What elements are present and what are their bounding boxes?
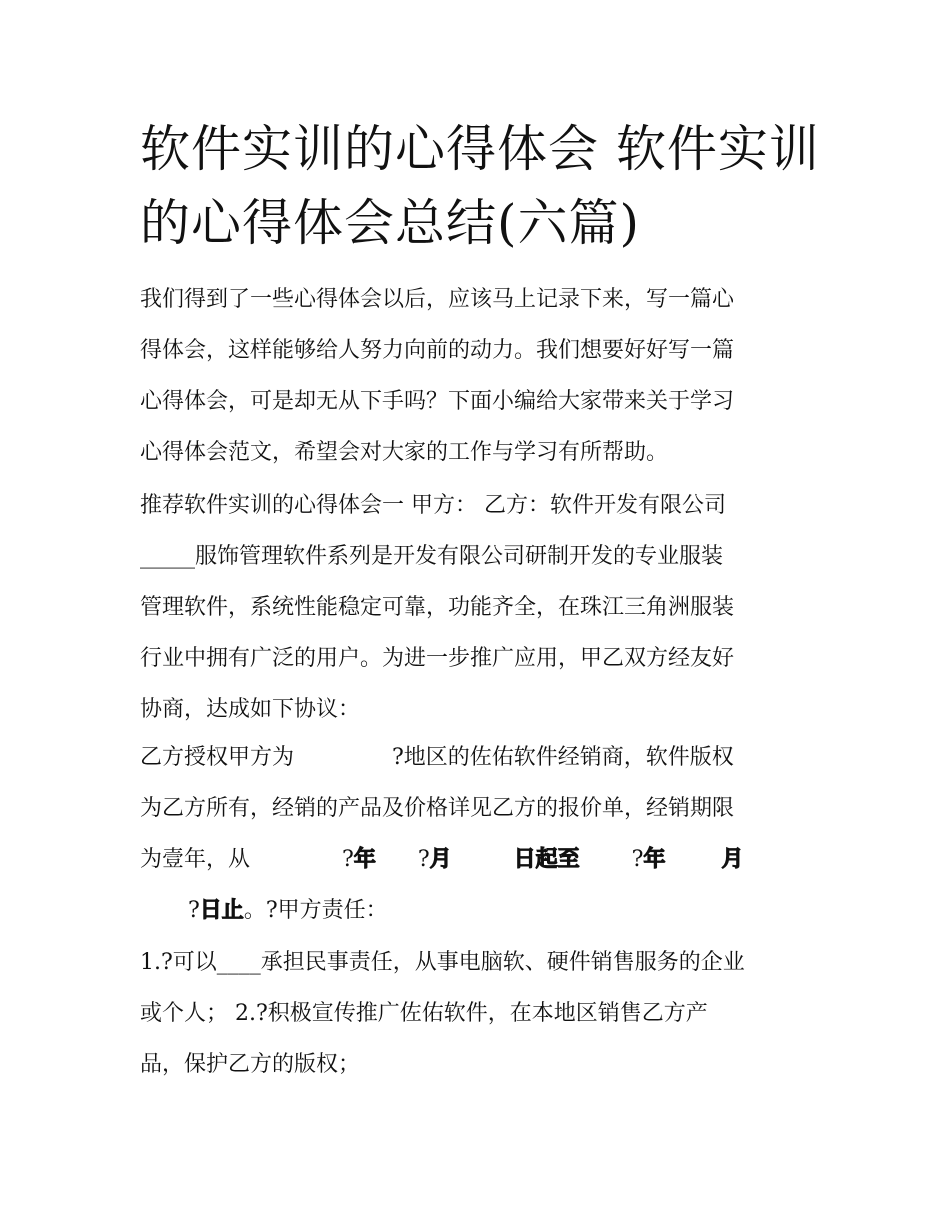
item-line: 1.?可以____承担民事责任，从事电脑软、硬件销售服务的企业 — [140, 950, 745, 975]
items-paragraph — [140, 937, 820, 1090]
question-mark: ? — [631, 847, 644, 872]
month-label: 月 — [721, 846, 744, 872]
title-line-2: 的心得体会总结(六篇) — [140, 194, 641, 252]
recommend-line: 推荐软件实训的心得体会一 甲方： 乙方：软件开发有限公司 — [140, 493, 726, 518]
year-label: 年 — [353, 846, 376, 872]
day-end-label: 日止 — [199, 897, 244, 923]
item-line: 或个人； 2.?积极宣传推广佐佑软件，在本地区销售乙方产 — [140, 1001, 708, 1026]
intro-paragraph — [140, 274, 820, 478]
intro-line: 我们得到了一些心得体会以后，应该马上记录下来，写一篇心 — [140, 287, 735, 312]
question-mark: ? — [188, 898, 200, 923]
authorization-text: 为壹年，从 — [140, 847, 251, 872]
authorization-text: ?甲方责任： — [265, 898, 388, 923]
document-title — [140, 112, 820, 260]
period-mark: 。 — [243, 898, 266, 923]
authorization-line-2: 为乙方所有，经销的产品及价格详见乙方的报价单，经销期限 — [140, 796, 735, 821]
authorization-text: 乙方授权甲方为 — [140, 745, 295, 770]
title-line-1: 软件实训的心得体会 软件实训 — [140, 120, 820, 178]
recommend-line: 管理软件，系统性能稳定可靠，功能齐全，在珠江三角洲服装 — [140, 595, 735, 620]
authorization-line-1 — [140, 732, 820, 783]
year-label: 年 — [643, 846, 666, 872]
intro-line: 心得体会，可是却无从下手吗？下面小编给大家带来关于学习 — [140, 389, 735, 414]
authorization-line-4 — [140, 885, 820, 936]
question-mark: ? — [342, 847, 354, 872]
recommend-line: _____服饰管理软件系列是开发有限公司研制开发的专业服装 — [140, 544, 724, 569]
recommend-line: 协商，达成如下协议： — [140, 697, 361, 722]
recommend-line: 行业中拥有广泛的用户。为进一步推广应用，甲乙双方经友好 — [140, 646, 735, 671]
intro-line: 得体会，这样能够给人努力向前的动力。我们想要好好写一篇 — [140, 338, 735, 363]
item-line: 品，保护乙方的版权； — [140, 1052, 361, 1077]
day-from-label: 日起至 — [513, 846, 580, 872]
question-mark: ? — [417, 847, 430, 872]
month-label: 月 — [429, 846, 452, 872]
authorization-line-3 — [140, 834, 820, 885]
authorization-paragraph — [140, 732, 820, 936]
authorization-text: ?地区的佐佑软件经销商，软件版权 — [392, 745, 734, 770]
recommend-paragraph — [140, 480, 820, 735]
intro-line: 心得体会范文，希望会对大家的工作与学习有所帮助。 — [140, 440, 669, 465]
